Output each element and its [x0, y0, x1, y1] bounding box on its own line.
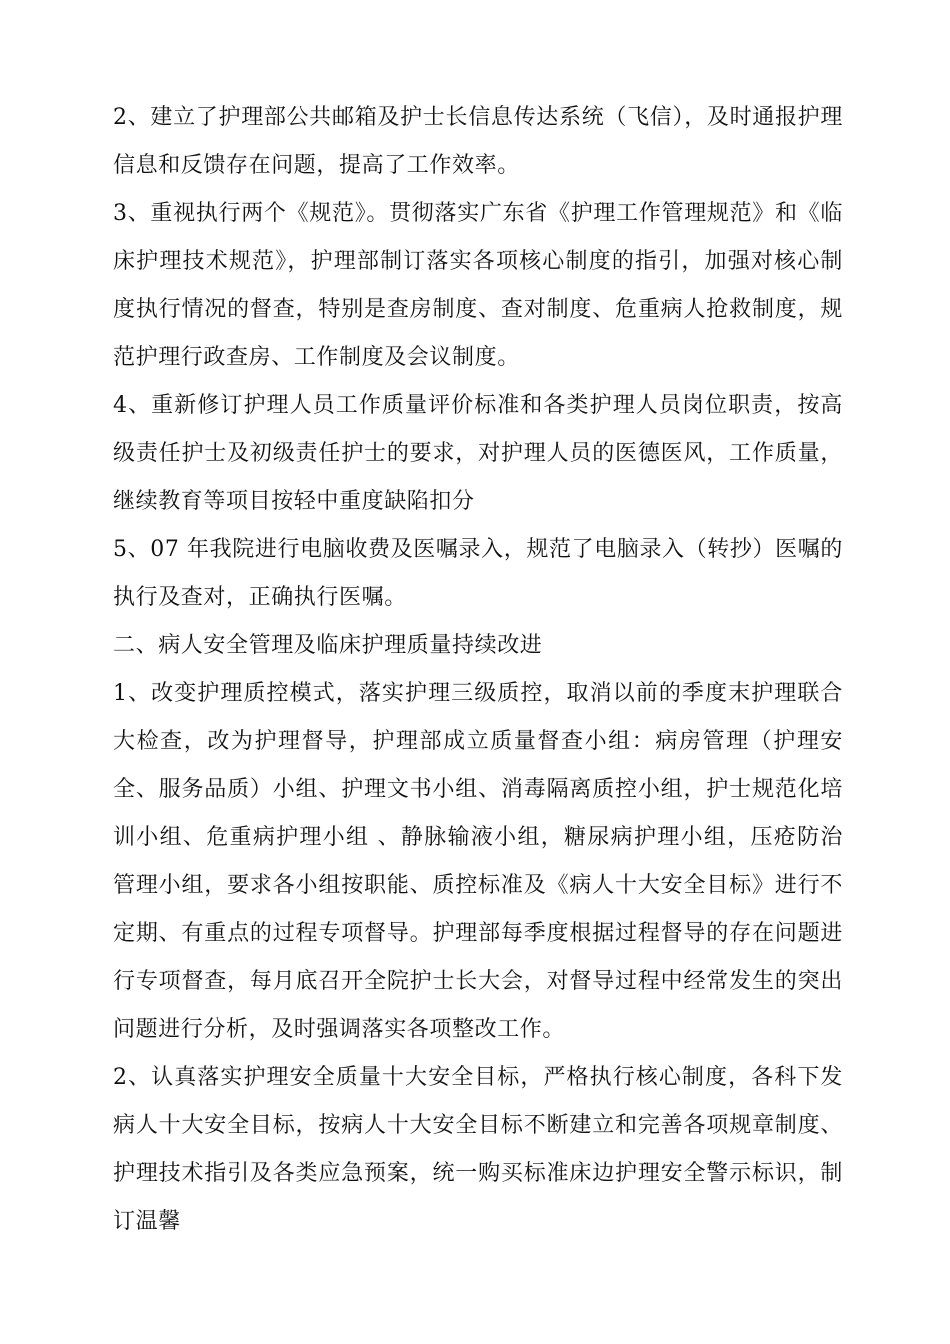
paragraph-item-5: 5、07 年我院进行电脑收费及医嘱录入，规范了电脑录入（转抄）医嘱的执行及查对，正确执行医嘱。: [113, 537, 843, 610]
section-heading-2: 二、病人安全管理及临床护理质量持续改进: [113, 633, 543, 658]
paragraph-section2-item-2: 2、认真落实护理安全质量十大安全目标，严格执行核心制度，各科下发病人十大安全目标，按病人十大安全目标不断建立和完善各项规章制度、护理技术指引及各类应急预案，统一购买标准床边护理安全警示标识，制订温馨: [113, 1065, 843, 1234]
document-body: [113, 94, 843, 1246]
paragraph-item-4: 4、重新修订护理人员工作质量评价标准和各类护理人员岗位职责，按高级责任护士及初级责任护士的要求，对护理人员的医德医风，工作质量，继续教育等项目按轻中重度缺陷扣分: [113, 393, 843, 514]
paragraph-section2-item-1: 1、改变护理质控模式，落实护理三级质控，取消以前的季度末护理联合大检查，改为护理督导，护理部成立质量督查小组：病房管理（护理安全、服务品质）小组、护理文书小组、消毒隔离质控小组，护士规范化培训小组、危重病护理小组 、静脉输液小组，糖尿病护理小组，压疮防治管理小组，要求各小组按职能、质控标准及《病人十大安全目标》进行不定期、有重点的过程专项督导。护理部每季度根据过程督导的存在问题进行专项督查，每月底召开全院护士长大会，对督导过程中经常发生的突出问题进行分析，及时强调落实各项整改工作。: [113, 681, 843, 1042]
paragraph-item-2: 2、建立了护理部公共邮箱及护士长信息传达系统（飞信），及时通报护理信息和反馈存在问题，提高了工作效率。: [113, 105, 843, 178]
paragraph-item-3: 3、重视执行两个《规范》。贯彻落实广东省《护理工作管理规范》和《临床护理技术规范》，护理部制订落实各项核心制度的指引，加强对核心制度执行情况的督查，特别是查房制度、查对制度、危重病人抢救制度，规范护理行政查房、工作制度及会议制度。: [113, 201, 843, 370]
